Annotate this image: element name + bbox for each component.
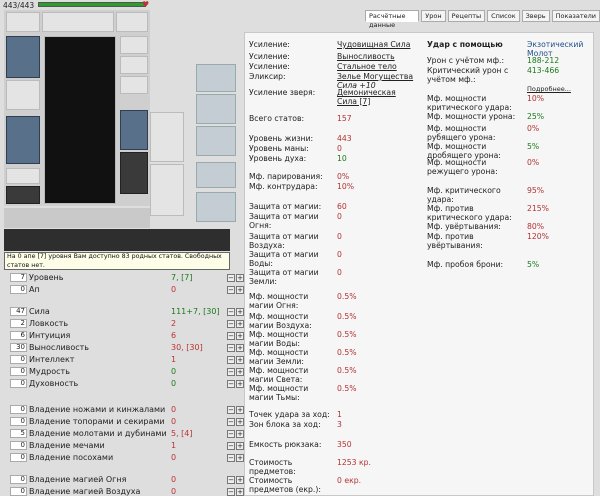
- stat-label: Духовность: [29, 379, 79, 388]
- stat-input[interactable]: 30: [10, 343, 27, 352]
- minus-icon[interactable]: −: [228, 273, 234, 282]
- plus-icon[interactable]: +: [237, 319, 243, 328]
- minus-icon[interactable]: −: [228, 475, 234, 484]
- shield-slot-icon[interactable]: [120, 110, 148, 150]
- shirt-slot-icon[interactable]: [150, 112, 184, 162]
- stat-row: [10, 428, 245, 439]
- more-link[interactable]: Подробнее...: [527, 85, 571, 93]
- plus-icon[interactable]: +: [237, 367, 243, 376]
- metric-label: Мф. мощности магии Земли:: [249, 348, 309, 366]
- stat-value: 0: [171, 379, 177, 388]
- earring-slot-icon[interactable]: [116, 12, 148, 32]
- boost-link[interactable]: Выносливость: [337, 52, 395, 61]
- pet-slot-icon[interactable]: [196, 192, 236, 222]
- boost-link[interactable]: Чудовищная Сила: [337, 40, 411, 49]
- potion-slot-icon[interactable]: [6, 36, 40, 78]
- stat-value: 30, [30]: [171, 343, 203, 352]
- metric-value: 0.5%: [337, 330, 357, 339]
- metric-value: 3: [337, 420, 342, 429]
- minus-icon[interactable]: −: [228, 367, 234, 376]
- stat-input[interactable]: 0: [10, 441, 27, 450]
- metric-label: Мф. мощности магии Огня:: [249, 292, 309, 310]
- metric-value: 0.5%: [337, 366, 357, 375]
- minus-icon[interactable]: −: [228, 429, 234, 438]
- mf-label: Мф. мощности рубящего урона:: [427, 124, 496, 142]
- stat-label: Владение магией Огня: [29, 475, 127, 484]
- stat-row: [10, 440, 245, 451]
- mf-label: Мф. критического удара:: [427, 186, 501, 204]
- metric-value: 0 екр.: [337, 476, 362, 485]
- minus-icon[interactable]: −: [228, 343, 234, 352]
- stat-value: 0: [171, 285, 177, 294]
- stat-label: Ловкость: [29, 319, 69, 328]
- attack-title: Удар с помощью: [427, 40, 503, 49]
- metric-label: Защита от магии Огня:: [249, 212, 319, 230]
- plus-icon[interactable]: +: [237, 343, 243, 352]
- minus-icon[interactable]: −: [228, 285, 234, 294]
- metric-value: 0.5%: [337, 384, 357, 393]
- metric-value: 0%: [337, 172, 350, 181]
- metric-value: 350: [337, 440, 352, 449]
- mf-label: Мф. против увёртывания:: [427, 232, 483, 250]
- minus-icon[interactable]: −: [228, 379, 234, 388]
- metric-label: Уровень маны:: [249, 144, 309, 153]
- mf-value: 80%: [527, 222, 545, 231]
- ring-slot-icon[interactable]: [120, 56, 148, 74]
- mf-value: 5%: [527, 142, 540, 151]
- minus-icon[interactable]: −: [228, 331, 234, 340]
- equipment-panel: [4, 10, 150, 206]
- heart-icon: ♥: [142, 0, 150, 9]
- mf-label: Мф. пробоя брони:: [427, 260, 504, 269]
- mf-label: Мф. мощности урона:: [427, 112, 516, 121]
- minus-icon[interactable]: −: [228, 441, 234, 450]
- stat-row: [10, 366, 245, 377]
- minus-icon[interactable]: −: [228, 355, 234, 364]
- metric-value: 10: [337, 154, 347, 163]
- damage-value: 188-212: [527, 56, 560, 65]
- plus-icon[interactable]: +: [237, 429, 243, 438]
- stat-value: 0: [171, 453, 177, 462]
- minus-icon[interactable]: −: [228, 307, 234, 316]
- tab-bar: [365, 10, 600, 29]
- metric-value: 1: [337, 410, 342, 419]
- mf-label: Мф. мощности режущего урона:: [427, 158, 498, 176]
- metric-label: Емкость рюкзака:: [249, 440, 322, 449]
- stat-value: 0: [171, 405, 177, 414]
- plus-icon[interactable]: +: [237, 355, 243, 364]
- metric-label: Защита от магии Воздуха:: [249, 232, 319, 250]
- pet-slot-icon[interactable]: [196, 64, 236, 92]
- boost-link[interactable]: Стальное тело: [337, 62, 397, 71]
- armor-slot-icon[interactable]: [6, 116, 40, 164]
- stat-input[interactable]: 5: [10, 429, 27, 438]
- metric-label: Уровень жизни:: [249, 134, 314, 143]
- tab-урон[interactable]: Урон: [421, 10, 445, 22]
- stat-value: 111+7, [30]: [171, 307, 220, 316]
- rune-row: [4, 229, 230, 251]
- mf-label: Мф. мощности критического удара:: [427, 94, 512, 112]
- stat-input[interactable]: 0: [10, 379, 27, 388]
- minus-icon[interactable]: −: [228, 319, 234, 328]
- mf-value: 5%: [527, 260, 540, 269]
- mf-label: Мф. мощности дробящего урона:: [427, 142, 501, 160]
- tab-зверь[interactable]: Зверь: [522, 10, 550, 22]
- metric-value: 60: [337, 202, 347, 211]
- metric-label: Всего статов:: [249, 114, 305, 123]
- metric-value: 10%: [337, 182, 355, 191]
- stat-input[interactable]: 7: [10, 273, 27, 282]
- leggings-slot-icon[interactable]: [120, 152, 148, 194]
- boost-label: Усиление:: [249, 40, 290, 49]
- metric-label: Защита от магии:: [249, 202, 322, 211]
- damage-label: Урон с учётом мф.:: [427, 56, 505, 65]
- stat-row: [10, 452, 245, 463]
- metric-value: 0: [337, 232, 342, 241]
- metric-label: Стоимость предметов:: [249, 458, 296, 476]
- stat-label: Владение посохами: [29, 453, 114, 462]
- details-panel: [244, 32, 594, 496]
- stat-label: Сила: [29, 307, 50, 316]
- boots-slot-icon[interactable]: [6, 186, 40, 204]
- metric-label: Мф. контрудара:: [249, 182, 318, 191]
- stat-input[interactable]: 0: [10, 355, 27, 364]
- metric-value: 157: [337, 114, 352, 123]
- plus-icon[interactable]: +: [237, 273, 243, 282]
- metric-label: Зон блока за ход:: [249, 420, 321, 429]
- metric-value: 0: [337, 212, 342, 221]
- mf-value: 0%: [527, 124, 540, 133]
- mf-value: 215%: [527, 204, 549, 213]
- stat-row: [10, 330, 245, 341]
- stat-row: [10, 354, 245, 365]
- stat-value: 0: [171, 417, 177, 426]
- metric-label: Точек удара за ход:: [249, 410, 330, 419]
- stat-row: [10, 474, 245, 485]
- stat-row: [10, 416, 245, 427]
- stat-label: Владение мечами: [29, 441, 105, 450]
- stat-label: Уровень: [29, 273, 64, 282]
- stat-input[interactable]: 2: [10, 319, 27, 328]
- stat-row: [10, 404, 245, 415]
- metric-label: Мф. мощности магии Тьмы:: [249, 384, 309, 402]
- stat-label: Владение топорами и секирами: [29, 417, 165, 426]
- mf-value: 95%: [527, 186, 545, 195]
- stat-input[interactable]: 6: [10, 331, 27, 340]
- mf-label: Мф. против критического удара:: [427, 204, 512, 222]
- minus-icon[interactable]: −: [228, 453, 234, 462]
- boost-label: Усиление зверя:: [249, 88, 316, 97]
- damage-value: 413-466: [527, 66, 560, 75]
- stat-value: 6: [171, 331, 177, 340]
- plus-icon[interactable]: +: [237, 417, 243, 426]
- boost-link[interactable]: Зелье Могущества: [337, 72, 414, 81]
- plus-icon[interactable]: +: [237, 331, 243, 340]
- stat-label: Ап: [29, 285, 40, 294]
- metric-label: Мф. мощности магии Воды:: [249, 330, 309, 348]
- stat-input[interactable]: 0: [10, 475, 27, 484]
- metric-value: 0.5%: [337, 292, 357, 301]
- metric-label: Мф. мощности магии Воздуха:: [249, 312, 312, 330]
- tab-рецепты[interactable]: Рецепты: [448, 10, 486, 22]
- stat-row: [10, 378, 245, 389]
- metric-value: 0: [337, 144, 342, 153]
- hp-readout: 443/443: [3, 1, 35, 10]
- metric-label: Стоимость предметов (екр.):: [249, 476, 321, 494]
- metric-label: Мф. парирования:: [249, 172, 323, 181]
- pet-slot-icon[interactable]: [196, 126, 236, 156]
- damage-label: Критический урон с учётом мф.:: [427, 66, 509, 84]
- belt-row: [4, 208, 150, 228]
- mf-value: 120%: [527, 232, 549, 241]
- helmet-slot-icon[interactable]: [6, 12, 40, 32]
- belt-slot-icon[interactable]: [6, 168, 40, 184]
- weapon-hammer-icon[interactable]: [6, 80, 40, 110]
- tab-показатели[interactable]: Показатели: [552, 10, 600, 22]
- hp-bar: [38, 2, 146, 7]
- cloak-slot-icon[interactable]: [150, 164, 184, 216]
- stat-label: Интуиция: [29, 331, 71, 340]
- stat-label: Выносливость: [29, 343, 90, 352]
- stat-input[interactable]: 0: [10, 367, 27, 376]
- stat-row: [10, 342, 245, 353]
- stat-label: Владение магией Воздуха: [29, 487, 141, 496]
- mf-value: 25%: [527, 112, 545, 121]
- pet-slot-icon[interactable]: [196, 94, 236, 124]
- weapon-name[interactable]: Экзотический Молот: [527, 40, 584, 58]
- stat-label: Мудрость: [29, 367, 70, 376]
- stat-row: [10, 272, 245, 283]
- stat-input[interactable]: 0: [10, 405, 27, 414]
- ring-slot-icon[interactable]: [120, 36, 148, 54]
- minus-icon[interactable]: −: [228, 487, 234, 496]
- metric-label: Уровень духа:: [249, 154, 307, 163]
- stat-value: 0: [171, 367, 177, 376]
- tab-расчётные-данные[interactable]: Расчётные данные: [365, 10, 419, 22]
- stat-input[interactable]: 0: [10, 417, 27, 426]
- plus-icon[interactable]: +: [237, 379, 243, 388]
- stat-value: 1: [171, 355, 177, 364]
- stat-label: Интеллект: [29, 355, 75, 364]
- stat-value: 7, [7]: [171, 273, 193, 282]
- mf-label: Мф. увёртывания:: [427, 222, 501, 231]
- stat-value: 0: [171, 475, 177, 484]
- ring-slot-icon[interactable]: [120, 76, 148, 94]
- metric-value: 443: [337, 134, 352, 143]
- boost-link[interactable]: Демоническая Сила [7]: [337, 88, 396, 106]
- plus-icon[interactable]: +: [237, 487, 243, 496]
- stat-label: Владение ножами и кинжалами: [29, 405, 166, 414]
- plus-icon[interactable]: +: [237, 285, 243, 294]
- metric-value: 0: [337, 250, 342, 259]
- metric-value: 0.5%: [337, 312, 357, 321]
- stat-input[interactable]: 0: [10, 285, 27, 294]
- stat-input[interactable]: 0: [10, 453, 27, 462]
- stat-input[interactable]: 47: [10, 307, 27, 316]
- plus-icon[interactable]: +: [237, 453, 243, 462]
- stat-row: [10, 306, 245, 317]
- metric-value: 0: [337, 268, 342, 277]
- boost-label: Усиление:: [249, 62, 290, 71]
- stats-tooltip: На 0 апе [7] уровня Вам доступно 83 родных статов. Свободных статов нет.: [4, 252, 230, 270]
- plus-icon[interactable]: +: [237, 307, 243, 316]
- mf-value: 10%: [527, 94, 545, 103]
- stat-value: 0: [171, 487, 177, 496]
- minus-icon[interactable]: −: [228, 405, 234, 414]
- stat-row: [10, 318, 245, 329]
- boost-sub: Сила +10: [337, 81, 376, 90]
- minus-icon[interactable]: −: [228, 417, 234, 426]
- pet-slot-icon[interactable]: [196, 162, 236, 188]
- metric-value: 0.5%: [337, 348, 357, 357]
- silhouette-figure: [44, 36, 116, 204]
- metric-label: Защита от магии Земли:: [249, 268, 319, 286]
- stat-row: [10, 284, 245, 295]
- tab-список[interactable]: Список: [487, 10, 520, 22]
- metric-label: Мф. мощности магии Света:: [249, 366, 309, 384]
- boost-label: Усиление:: [249, 52, 290, 61]
- stat-input[interactable]: 0: [10, 487, 27, 496]
- stat-value: 2: [171, 319, 177, 328]
- plus-icon[interactable]: +: [237, 405, 243, 414]
- stat-value: 5, [4]: [171, 429, 193, 438]
- metric-label: Защита от магии Воды:: [249, 250, 319, 268]
- boost-label: Эликсир:: [249, 72, 286, 81]
- stat-label: Владение молотами и дубинами: [29, 429, 167, 438]
- plus-icon[interactable]: +: [237, 441, 243, 450]
- stat-row: [10, 486, 245, 496]
- amulet-slot-icon[interactable]: [42, 12, 114, 32]
- mf-value: 0%: [527, 158, 540, 167]
- metric-value: 1253 кр.: [337, 458, 371, 467]
- plus-icon[interactable]: +: [237, 475, 243, 484]
- stat-value: 1: [171, 441, 177, 450]
